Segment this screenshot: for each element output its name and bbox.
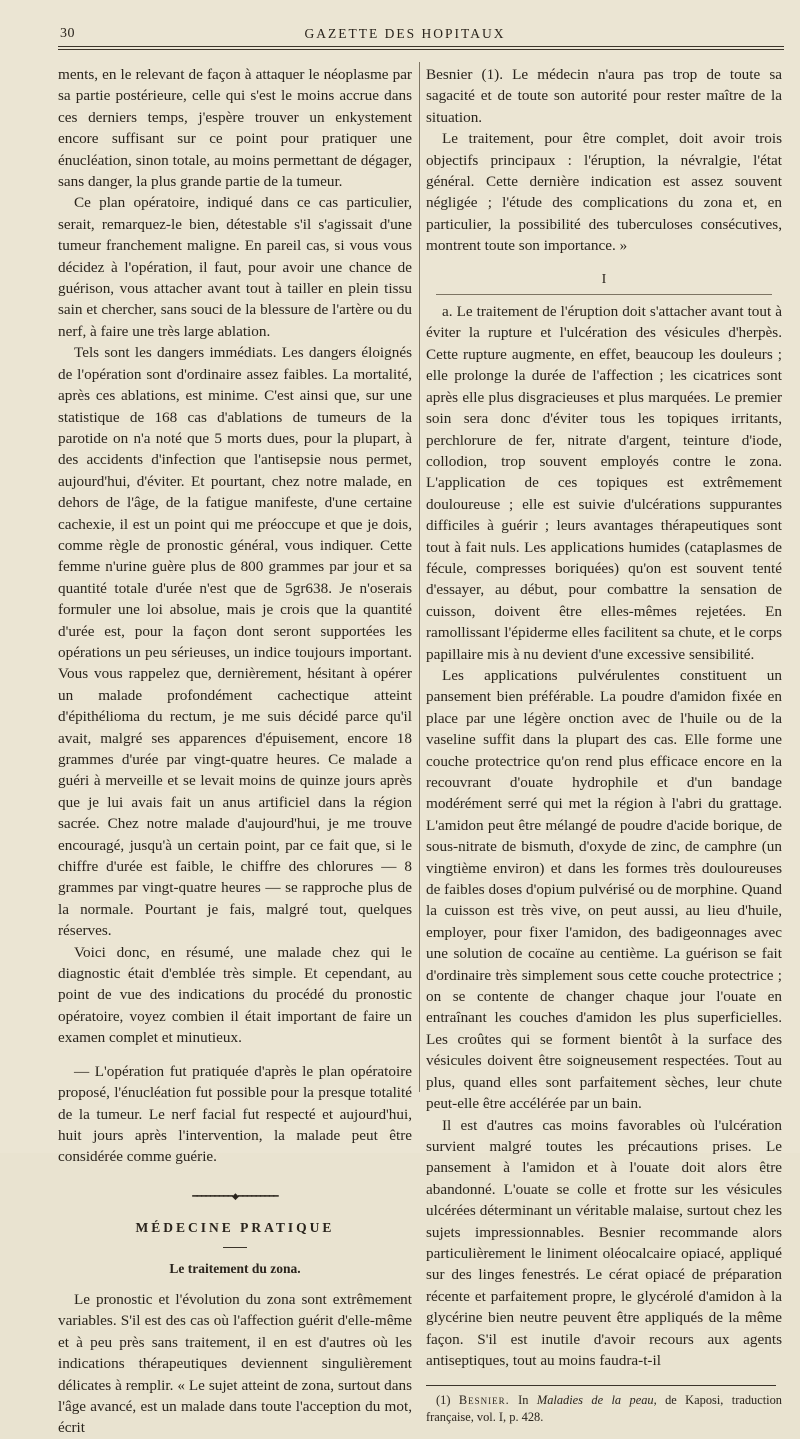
left-paragraph: Voici donc, en résumé, une malade chez qui le diagnostic était d'emblée très simple. Et cependant, au point de vue des indications du procédé du pronostic opératoire, voyez combien il était important de faire un examen complet et minutieux. — [58, 943, 412, 1047]
left-column — [58, 64, 412, 1439]
section-heading: MÉDECINE PRATIQUE — [135, 1220, 335, 1236]
paragraph-gap — [58, 1049, 412, 1061]
column-divider — [419, 62, 420, 1092]
right-paragraph: Il est d'autres cas moins favorables où l'ulcération survient malgré toutes les précautions prises. Le pansement à l'amidon et à l'ouate doit alors être abandonné. L'ouate se colle et frotte sur les vésicules ulcérées déterminant un véritable malaise, surtout chez les sujets impressionnables. Besnier recommande alors particulièrement le liniment oléocalcaire opiacé, appliqué sur des linges fenestrés. Le cérat opiacé de préparation récente et parfaitement propre, le glycérolé d'amidon à la glycérine bien neutre peuvent être appliqués de la même façon. S'il est inutile d'avoir recours aux agents antiseptiques, tout au moins faudra-t-il — [426, 1116, 782, 1369]
right-paragraph: Le traitement, pour être complet, doit avoir trois objectifs principaux : l'éruption, la névralgie, l'état général. Cette dernière indication est assez souvent négligée ; l'étude des complications du zona et, en particulier, la possibilité des tuberculoses consécutives, montrent toute son importance. » — [426, 130, 782, 255]
header-rule-double — [58, 49, 784, 50]
article-title: Le traitement du zona. — [169, 1260, 301, 1276]
right-paragraph: Besnier (1). Le médecin n'aura pas trop de toute sa sagacité et de toute son autorité pour rester maître de la situation. — [426, 66, 782, 126]
header-rule — [58, 46, 784, 47]
section-numeral: I — [601, 271, 607, 287]
right-paragraph: a. Le traitement de l'éruption doit s'attacher avant tout à éviter la rupture et l'ulcération des vésicules d'herpès. Cette rupture augmente, en effet, beaucoup les douleurs ; elle prolonge la durée de l'affection ; les cicatrices sont après elle plus disgracieuses et plus marquées. Le premier soin sera donc d'éviter tous les topiques irritants, perchlorure de fer, nitrate d'argent, teinture d'iode, collodion, trop souvent employés contre le zona. L'application de ces topiques est extrêmement douloureuse ; elle est suivie d'ulcérations suppurantes difficiles à guérir ; leurs avantages thérapeutiques sont tout à fait nuls. Les applications humides (cataplasmes de fécule, compresses boriquées) qu'on est souvent tenté d'essayer, au début, pour combattre la sensation de cuisson, doivent être elles-mêmes rejetées. En ramollissant l'épiderme elles facilitent sa chute, et le corps papillaire mis à nu devient d'une excessive sensibilité. — [426, 303, 782, 663]
footnote-rest: de Kaposi, traduction française, vol. I, p. 428. — [426, 1393, 783, 1425]
right-column — [426, 64, 782, 1426]
journal-title: GAZETTE DES HOPITAUX — [304, 26, 506, 41]
heading-rule — [223, 1247, 247, 1248]
section-rule — [436, 294, 772, 295]
footnote-rule — [426, 1385, 776, 1386]
footnote-author: Besnier. — [458, 1393, 510, 1408]
footnote — [426, 1392, 782, 1426]
footnote-title: Maladies de la peau, — [536, 1393, 657, 1408]
right-paragraph: Les applications pulvérulentes constituent un pansement bien préférable. La poudre d'amidon fixée en place par une légère onction avec de l'huile ou de la vaseline suffit dans la plupart des cas. Elle forme une couche protectrice qu'on rend plus efficace encore en la recouvrant d'ouate hydrophile et d'un bandage modérément serré qui met la région à l'abri du grattage. L'amidon peut être mélangé de poudre d'acide borique, de sous-nitrate de bismuth, d'oxyde de zinc, de camphre (un vingtième environ) et dans les formes très douloureuses de faibles doses d'opium pulvérisé ou de morphine. Quand la cuisson est très vive, on peut aussi, au lieu d'huile, employer, pour fixer l'amidon, des badigeonnages avec une solution de cocaïne au centième. La guérison se fait d'ordinaire très simplement sous cette couche protectrice ; on se contente de changer chaque jour l'ouate en entraînant les couches d'amidon les plus superficielles. Les croûtes qui se forment bientôt à la surface des vésicules doivent être soigneusement respectées. Tout au plus, quand elles sont parfaitement sèches, leur chute peut-elle être accélérée par un bain. — [426, 666, 782, 1113]
footnote-prefix: In — [518, 1393, 529, 1408]
left-paragraph: — L'opération fut pratiquée d'après le plan opératoire proposé, l'énucléation fut possible pour la presque totalité de la tumeur. Le nerf facial fut respecté et aujourd'hui, huit jours après l'intervention, la malade peut être considérée comme guérie. — [58, 1062, 412, 1166]
page-number: 30 — [60, 26, 75, 41]
left-paragraph: ments, en le relevant de façon à attaquer le néoplasme par sa partie postérieure, celle qui s'est le moins accrue dans ces derniers temps, j'espère trouver un enkystement encore suffisant sur ce point pour pratiquer une énucléation, sinon totale, au moins permettant de dégager, sans danger, la plus grande partie de la tumeur. — [58, 66, 412, 191]
left-paragraph: Tels sont les dangers immédiats. Les dangers éloignés de l'opération sont d'ordinaire assez faibles. La mortalité, après ces ablations, est minime. C'est ainsi que, sur une statistique de 168 cas d'ablations de tumeurs de la parotide on n'a noté que 5 morts dues, pour la plupart, à des accidents d'infection que l'antisepsie nous permet, aujourd'hui, d'éviter. Et pourtant, chez notre malade, en dehors de l'âge, de la fatigue manifeste, d'une certaine cachexie, il est un point qui me préoccupe et que je dois, comme règle de pronostic général, vous indiquer. Cette femme n'urine guère plus de 800 grammes par jour et sa quantité totale d'urée n'est que de 5gr638. Je n'oserais formuler une loi absolue, mais je crois que la quantité d'urée est, pour la façon dont seront supportées les opérations un peu sérieuses, un indice toujours important. Vous vous rappelez que, dernièrement, hésitant à opérer un malade profondément cachectique atteint d'épithélioma du rectum, je me suis décidé parce qu'il avait, malgré ses apparences d'épuisement, encore 18 grammes d'urée par vingt-quatre heures. Ce malade a guéri à merveille et se levait moins de quinze jours après que je lui avais fait un anus artificiel dans la région sacrée. Chez notre malade d'aujourd'hui, je me trouve encouragé, jusqu'à un certain point, par ce fait que, si le chiffre d'urée est faible, le chiffre des chlorures — 8 grammes par vingt-quatre heures — se rapproche plus de la normale. Pourtant je fais, malgré tout, quelques réserves. — [58, 344, 412, 940]
left-paragraph: Ce plan opératoire, indiqué dans ce cas particulier, serait, remarquez-le bien, détestable s'il s'agissait d'une tumeur franchement maligne. En pareil cas, si vous vous décidez à l'opération, il faut, pour avoir une chance de guérison, vous attacher avant tout à tailler en plein tissu sain et chercher, sans souci de la blessure de l'artère ou du nerf, à faire une très large ablation. — [58, 194, 412, 340]
article-intro: Le pronostic et l'évolution du zona sont extrêmement variables. S'il est des cas où l'affection guérit d'elle-même et à peu près sans traitement, il en est d'autres où les indications thérapeutiques deviennent singulièrement délicates à remplir. « Le sujet atteint de zona, surtout dans l'âge avancé, est un malade dans toute l'acception du mot, écrit — [58, 1290, 412, 1437]
footnote-marker: (1) — [436, 1393, 451, 1408]
ornamental-rule: ━━━━━━━━━◆━━━━━━━━━ — [192, 1190, 278, 1201]
page-header — [28, 26, 782, 48]
